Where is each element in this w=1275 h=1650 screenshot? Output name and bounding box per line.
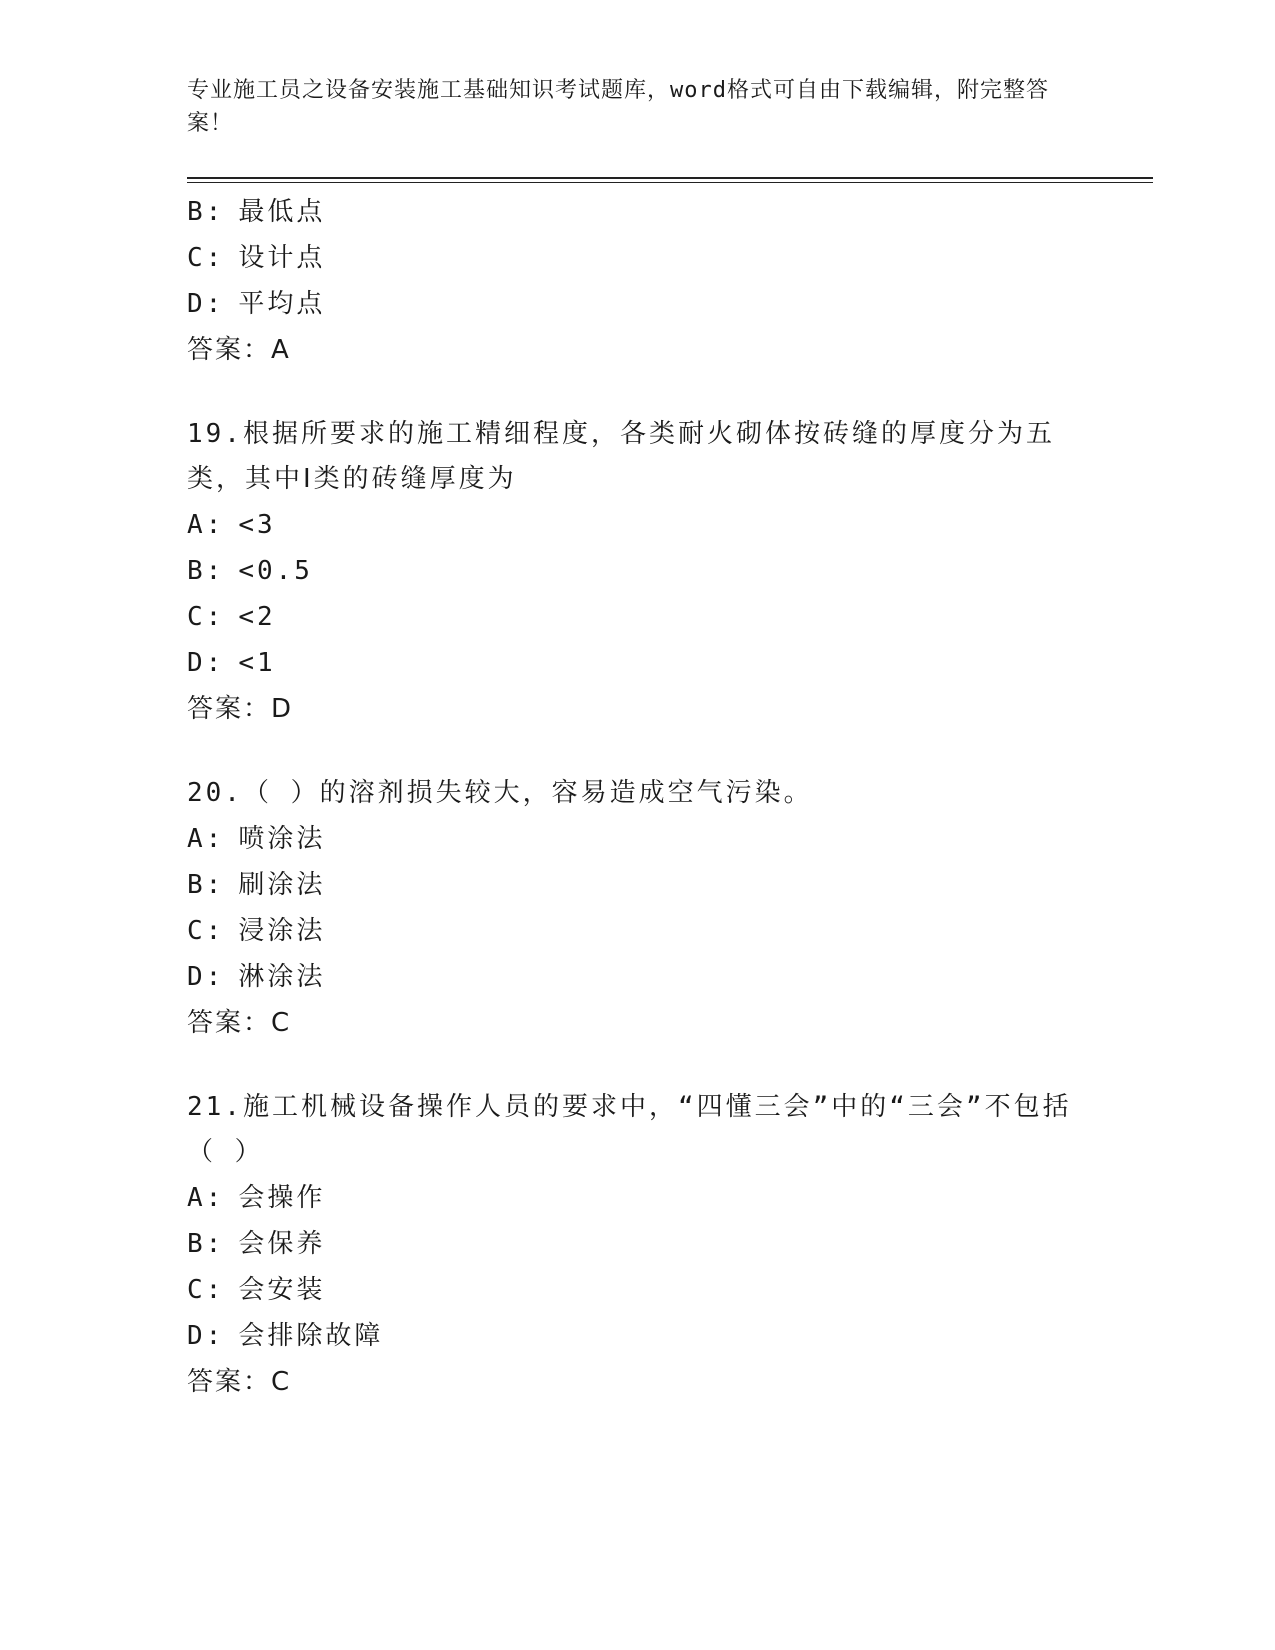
option-letter: A: xyxy=(187,824,225,854)
question-text: 21.施工机械设备操作人员的要求中，“四懂三会”中的“三会”不包括（ ） xyxy=(187,1092,1072,1167)
option-letter: C: xyxy=(187,243,225,273)
option-text: <0.5 xyxy=(238,556,313,586)
option-letter: B: xyxy=(187,556,225,586)
header-rule-thin xyxy=(187,182,1153,183)
option-text: <1 xyxy=(238,648,276,678)
option-letter: B: xyxy=(187,870,225,900)
answer-line: 答案：C xyxy=(187,1367,292,1397)
option-text: 会排除故障 xyxy=(238,1321,384,1351)
option-text: 淋涂法 xyxy=(238,962,326,992)
answer-line: 答案：D xyxy=(187,694,294,724)
answer-line: 答案：A xyxy=(187,335,291,365)
option-letter: C: xyxy=(187,916,225,946)
header-rule-thick xyxy=(187,177,1153,179)
option-text: 刷涂法 xyxy=(238,870,326,900)
option-text: 会安装 xyxy=(238,1275,326,1305)
option-text: 会操作 xyxy=(238,1183,326,1213)
option-text: 最低点 xyxy=(238,197,326,227)
option-text: 喷涂法 xyxy=(238,824,326,854)
option-letter: B: xyxy=(187,1229,225,1259)
option-d xyxy=(187,1313,1087,1359)
option-text: <3 xyxy=(238,510,276,540)
option-b xyxy=(187,1221,1087,1267)
option-d xyxy=(187,281,1087,327)
option-letter: D: xyxy=(187,962,225,992)
option-letter: D: xyxy=(187,648,225,678)
option-letter: C: xyxy=(187,602,225,632)
option-c xyxy=(187,594,1087,640)
page-header: 专业施工员之设备安装施工基础知识考试题库，word格式可自由下载编辑，附完整答案！ xyxy=(187,78,1049,136)
option-letter: A: xyxy=(187,510,225,540)
option-letter: A: xyxy=(187,1183,225,1213)
option-c xyxy=(187,1267,1087,1313)
answer-line: 答案：C xyxy=(187,1008,292,1038)
option-letter: C: xyxy=(187,1275,225,1305)
option-text: 平均点 xyxy=(238,289,326,319)
option-a xyxy=(187,1175,1087,1221)
option-d xyxy=(187,640,1087,686)
option-text: 浸涂法 xyxy=(238,916,326,946)
option-d xyxy=(187,954,1087,1000)
question-text: 20.（ ）的溶剂损失较大，容易造成空气污染。 xyxy=(187,778,813,808)
option-a xyxy=(187,816,1087,862)
question-text: 19.根据所要求的施工精细程度，各类耐火砌体按砖缝的厚度分为五类，其中Ⅰ类的砖缝厚度为 xyxy=(187,419,1055,494)
continued-question xyxy=(187,189,1087,373)
option-c xyxy=(187,908,1087,954)
question-19 xyxy=(187,412,1087,732)
option-letter: D: xyxy=(187,289,225,319)
option-b xyxy=(187,189,1087,235)
option-text: 设计点 xyxy=(238,243,326,273)
option-c xyxy=(187,235,1087,281)
option-a xyxy=(187,502,1087,548)
question-21 xyxy=(187,1085,1087,1405)
option-letter: B: xyxy=(187,197,225,227)
option-text: <2 xyxy=(238,602,276,632)
option-text: 会保养 xyxy=(238,1229,326,1259)
option-letter: D: xyxy=(187,1321,225,1351)
option-b xyxy=(187,862,1087,908)
question-20 xyxy=(187,771,1087,1046)
option-b xyxy=(187,548,1087,594)
question-content xyxy=(187,189,1087,1405)
